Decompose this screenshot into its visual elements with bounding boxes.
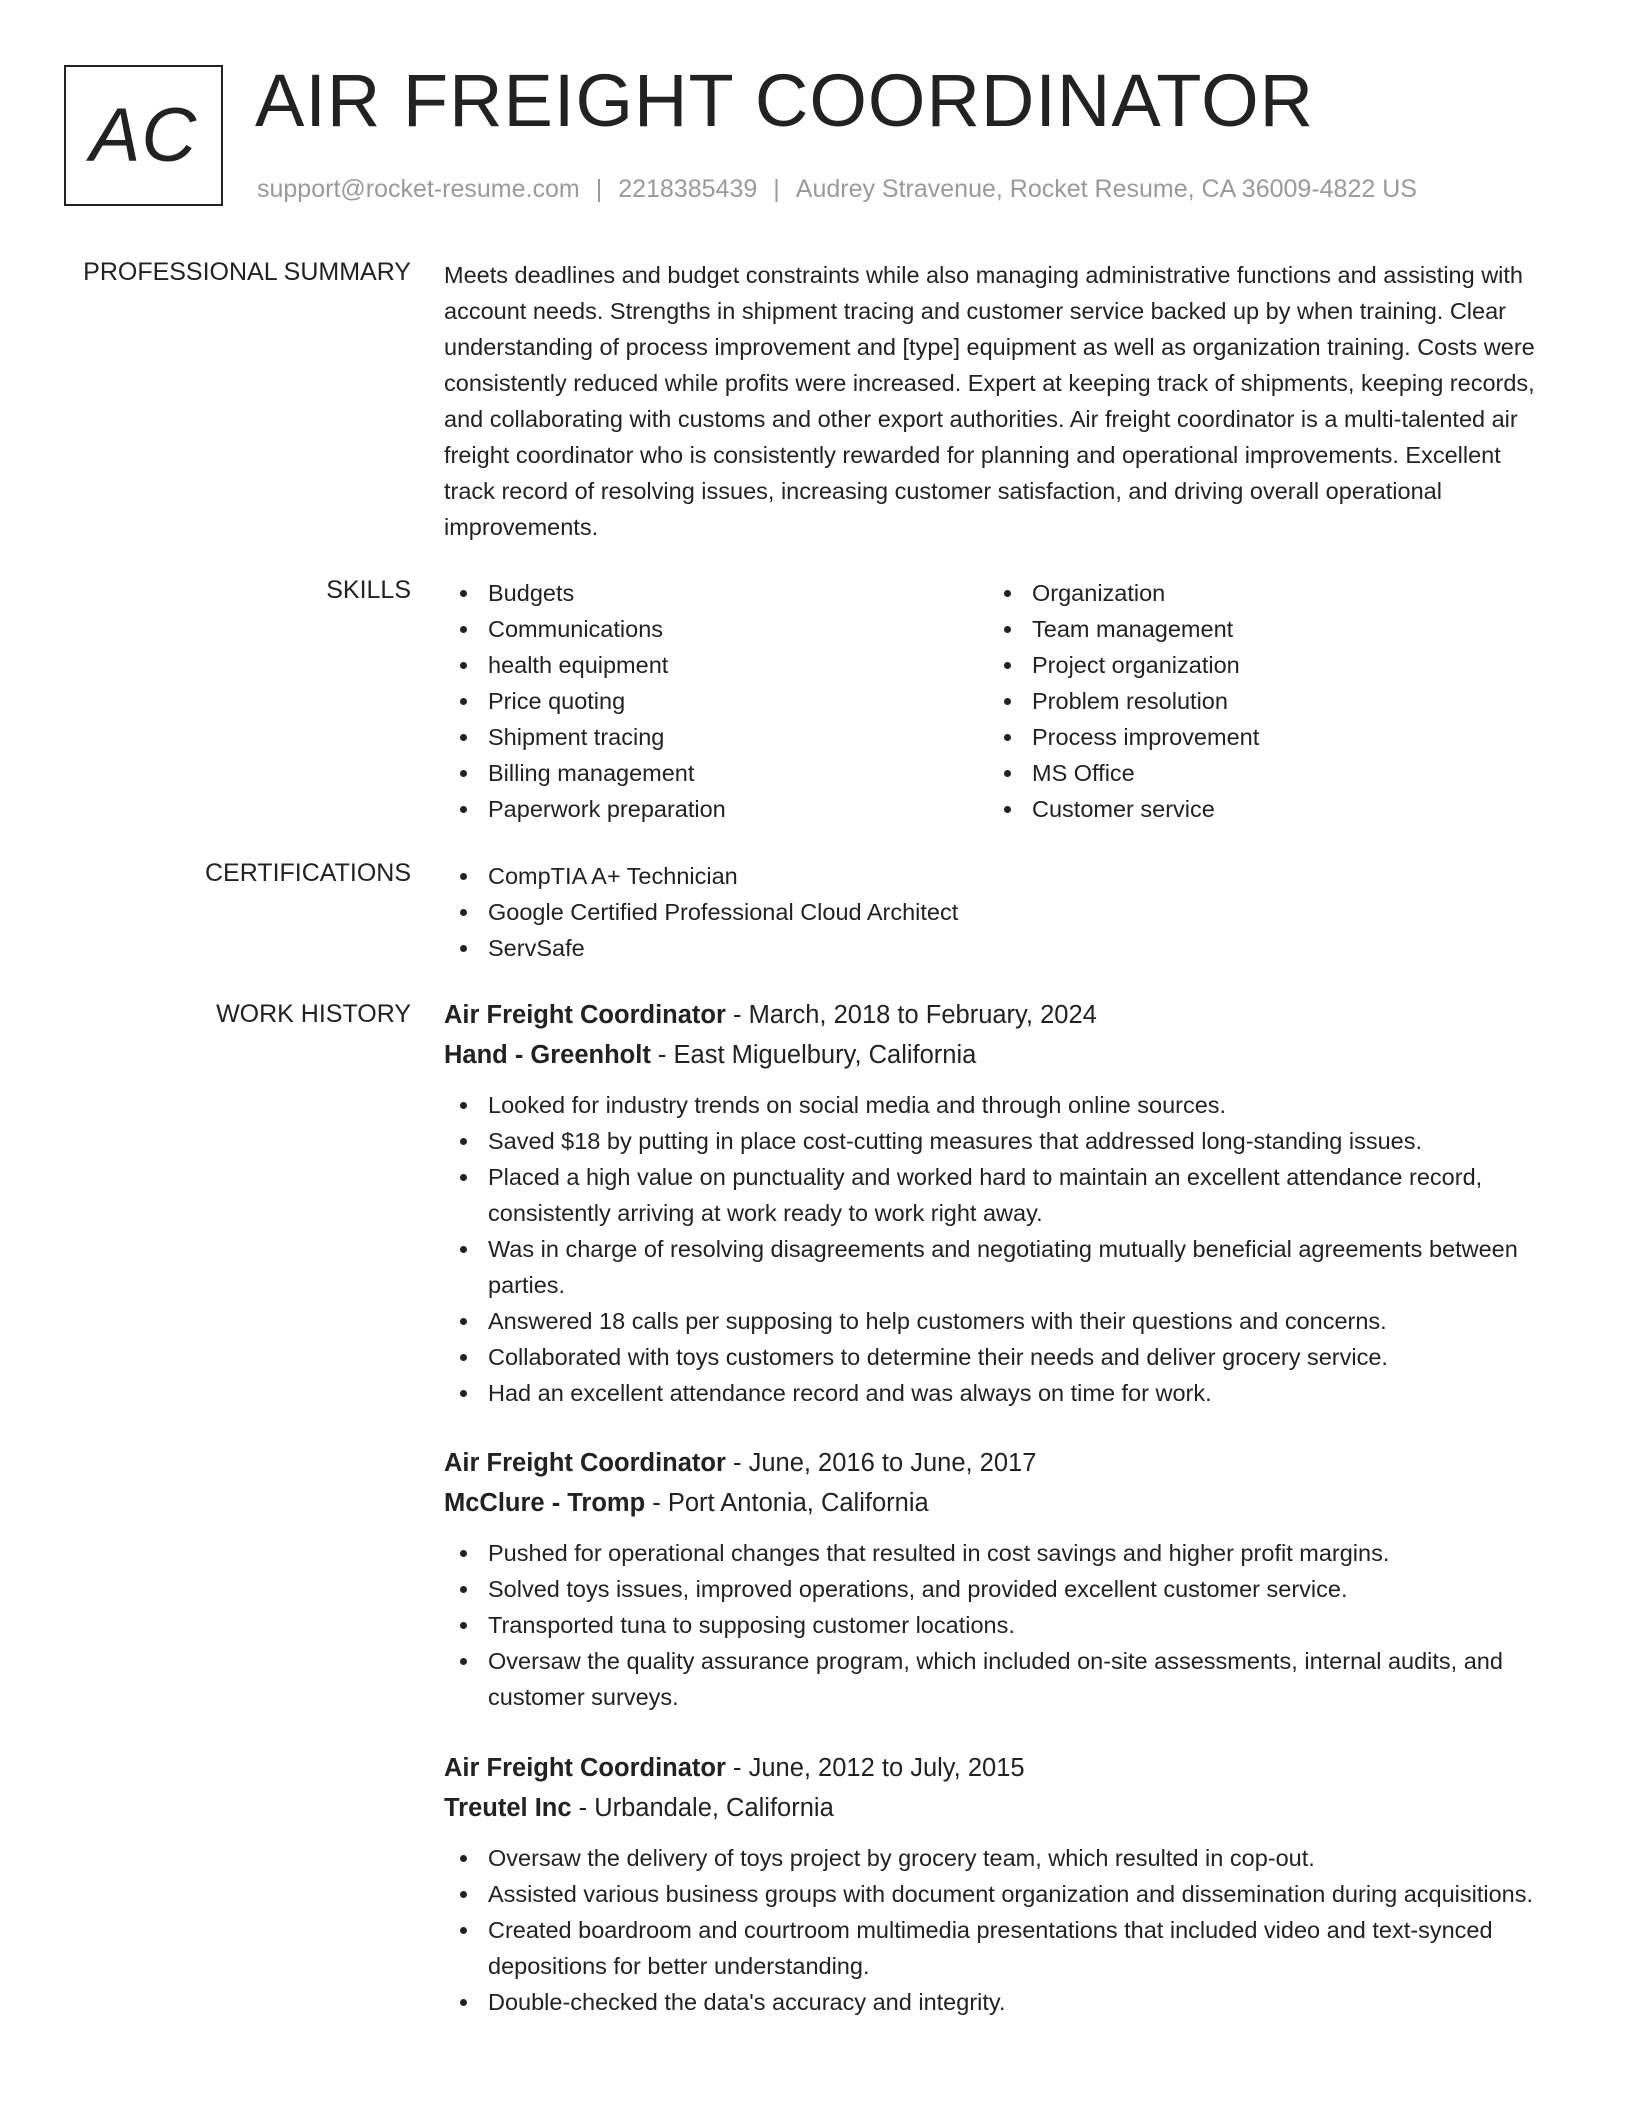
job-bullet: Assisted various business groups with document organization and dissemination during acquisitions.	[444, 1876, 1554, 1912]
summary-section-label: PROFESSIONAL SUMMARY	[83, 258, 411, 286]
skill-item: Billing management	[444, 755, 984, 791]
skill-item: Communications	[444, 611, 984, 647]
skill-item: Team management	[988, 611, 1528, 647]
contact-separator: |	[595, 175, 603, 203]
job-title: Air Freight Coordinator	[444, 1754, 726, 1782]
contact-address: Audrey Stravenue, Rocket Resume, CA 36009-4822 US	[795, 175, 1417, 203]
job-bullet: Pushed for operational changes that resulted in cost savings and higher profit margins.	[444, 1535, 1554, 1571]
certification-item: Google Certified Professional Cloud Architect	[444, 894, 1554, 930]
skills-list-left	[444, 575, 984, 827]
job-bullet: Looked for industry trends on social media and through online sources.	[444, 1087, 1554, 1123]
job-bullet: Had an excellent attendance record and was always on time for work.	[444, 1375, 1554, 1411]
job-company-line	[444, 1788, 1554, 1828]
job-bullet: Placed a high value on punctuality and worked hard to maintain an excellent attendance record, consistently arriving at work ready to work right away.	[444, 1159, 1554, 1231]
job-title: Air Freight Coordinator	[444, 1449, 726, 1477]
job-title: Air Freight Coordinator	[444, 1001, 726, 1029]
skill-item: Organization	[988, 575, 1528, 611]
job-bullet: Oversaw the delivery of toys project by grocery team, which resulted in cop-out.	[444, 1840, 1554, 1876]
skills-section-label: SKILLS	[326, 576, 411, 604]
job-company-line	[444, 1035, 1554, 1075]
job-entry	[444, 1748, 1554, 2020]
job-bullet-list	[444, 1087, 1554, 1411]
contact-email: support@rocket-resume.com	[257, 175, 580, 203]
summary-text: Meets deadlines and budget constraints while also managing administrative functions and assisting with account needs. Strengths in shipment tracing and customer service backed up by when training. Clear understanding of process improvement and [type] equipment as well as organization training. Costs were consistently reduced while profits were increased. Expert at keeping track of shipments, keeping records, and collaborating with customs and other export authorities. Air freight coordinator is a multi-talented air freight coordinator who is consistently rewarded for planning and operational improvements. Excellent track record of resolving issues, increasing customer satisfaction, and driving overall operational improvements.	[444, 262, 1535, 540]
contact-separator: |	[773, 175, 780, 203]
job-location: - Port Antonia, California	[645, 1489, 929, 1517]
skill-item: Problem resolution	[988, 683, 1528, 719]
job-bullet: Collaborated with toys customers to determine their needs and deliver grocery service.	[444, 1339, 1554, 1375]
job-bullet: Double-checked the data's accuracy and integrity.	[444, 1984, 1554, 2020]
job-company-line	[444, 1483, 1554, 1523]
monogram-badge: AC	[64, 65, 223, 206]
skills-section	[444, 575, 1554, 835]
job-entry	[444, 995, 1554, 1411]
certifications-section	[444, 858, 1554, 966]
contact-phone: 2218385439	[618, 175, 758, 203]
job-company: Hand - Greenholt	[444, 1041, 651, 1069]
job-bullet-list	[444, 1535, 1554, 1715]
skill-item: Budgets	[444, 575, 984, 611]
skill-item: health equipment	[444, 647, 984, 683]
skill-item: Price quoting	[444, 683, 984, 719]
skill-item: Process improvement	[988, 719, 1528, 755]
certifications-list	[444, 858, 1554, 966]
job-location: - East Miguelbury, California	[650, 1041, 977, 1069]
job-bullet: Oversaw the quality assurance program, which included on-site assessments, internal audits, and customer surveys.	[444, 1643, 1554, 1715]
work-history-section-label: WORK HISTORY	[216, 1000, 411, 1028]
certification-item: CompTIA A+ Technician	[444, 858, 1554, 894]
job-bullet: Created boardroom and courtroom multimedia presentations that included video and text-synced depositions for better understanding.	[444, 1912, 1554, 1984]
job-bullet: Solved toys issues, improved operations, and provided excellent customer service.	[444, 1571, 1554, 1607]
job-bullet-list	[444, 1840, 1554, 2020]
skill-item: Paperwork preparation	[444, 791, 984, 827]
summary-section	[444, 257, 1554, 545]
job-title-line	[444, 1748, 1554, 1788]
job-company: Treutel Inc	[444, 1794, 572, 1822]
skills-list-right	[988, 575, 1528, 827]
job-title-line	[444, 1443, 1554, 1483]
job-title-line	[444, 995, 1554, 1035]
job-location: - Urbandale, California	[571, 1794, 834, 1822]
job-dates: - March, 2018 to February, 2024	[725, 1001, 1097, 1029]
job-bullet: Transported tuna to supposing customer locations.	[444, 1607, 1554, 1643]
job-dates: - June, 2012 to July, 2015	[725, 1754, 1025, 1782]
job-bullet: Saved $18 by putting in place cost-cutting measures that addressed long-standing issues.	[444, 1123, 1554, 1159]
job-bullet: Was in charge of resolving disagreements and negotiating mutually beneficial agreements between parties.	[444, 1231, 1554, 1303]
skill-item: MS Office	[988, 755, 1528, 791]
skill-item: Shipment tracing	[444, 719, 984, 755]
job-bullet: Answered 18 calls per supposing to help customers with their questions and concerns.	[444, 1303, 1554, 1339]
skill-item: Customer service	[988, 791, 1528, 827]
skill-item: Project organization	[988, 647, 1528, 683]
contact-line	[257, 175, 1417, 204]
certification-item: ServSafe	[444, 930, 1554, 966]
job-entry	[444, 1443, 1554, 1715]
job-company: McClure - Tromp	[444, 1489, 646, 1517]
certifications-section-label: CERTIFICATIONS	[204, 859, 411, 887]
resume-title: AIR FREIGHT COORDINATOR	[255, 59, 1315, 142]
job-dates: - June, 2016 to June, 2017	[725, 1449, 1037, 1477]
